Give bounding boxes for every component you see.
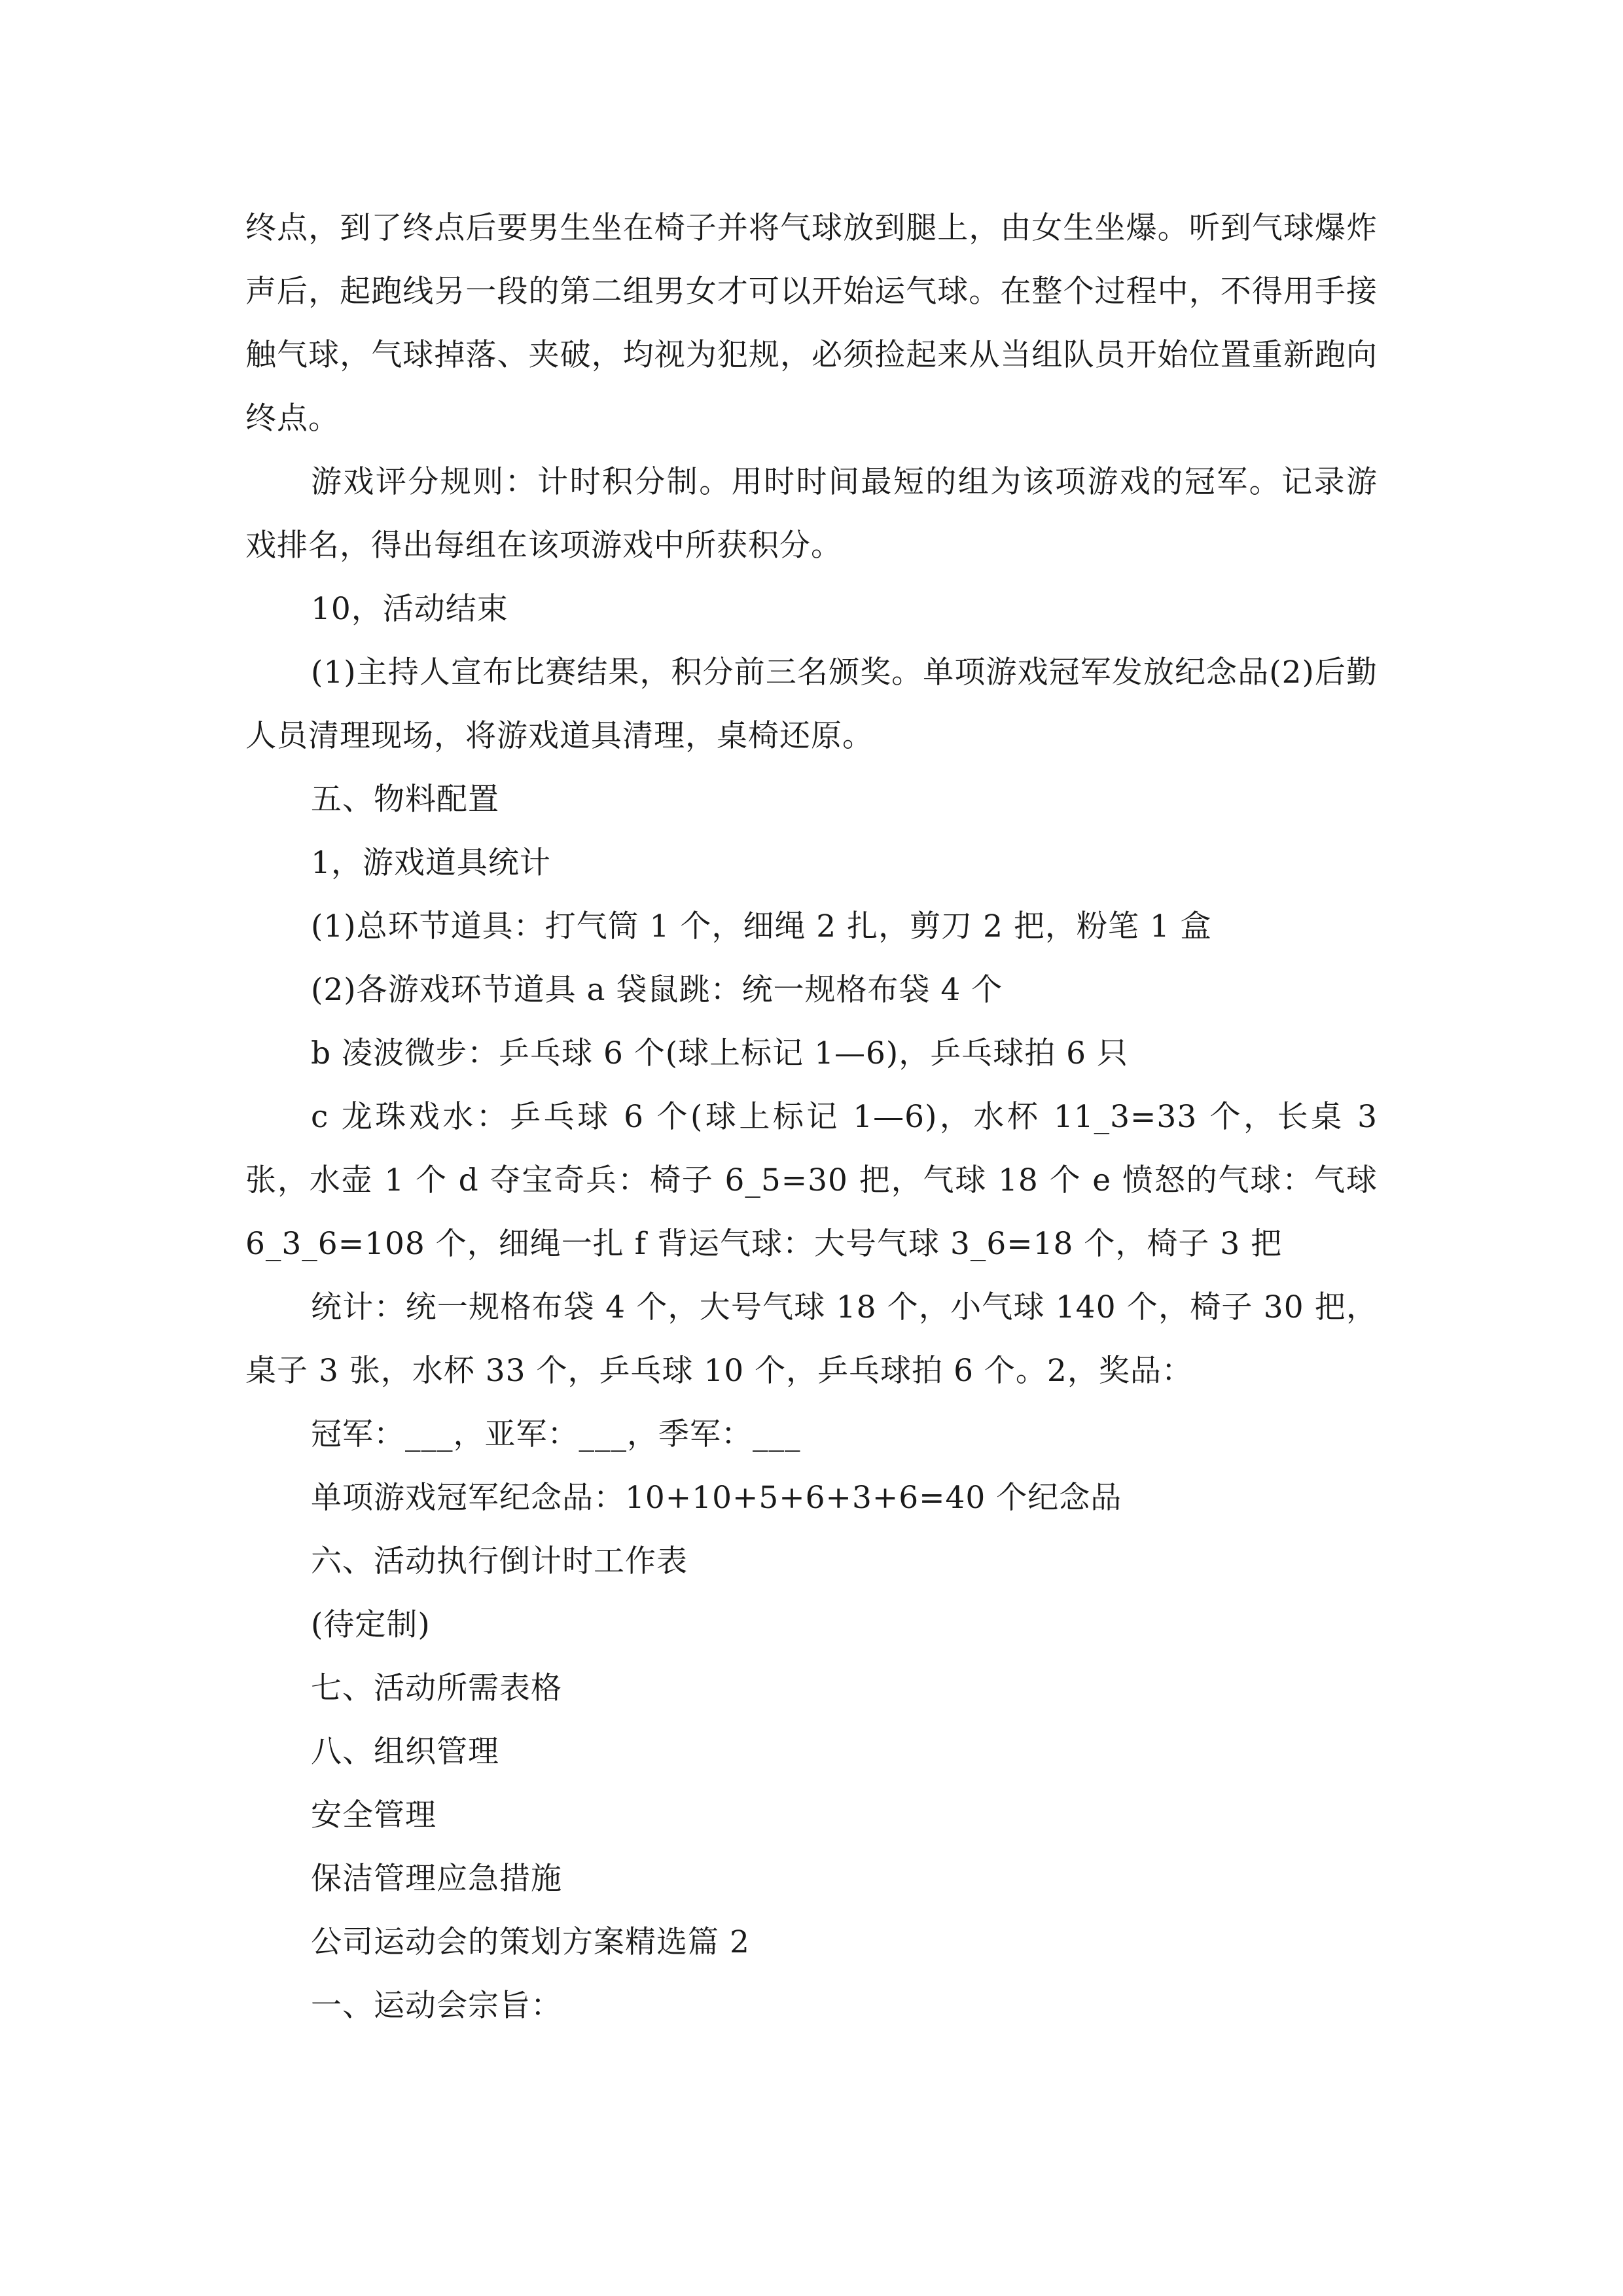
paragraph-game-props-c-f: c 龙珠戏水：乒乓球 6 个(球上标记 1—6)，水杯 11_3=33 个，长桌 3 张，水壶 1 个 d 夺宝奇兵：椅子 6_5=30 把，气球 18 个 e 愤怒的气球：气球 6_3_6=108 个，细绳一扎 f 背运气球：大号气球 3_6=18 个，椅子 3 把	[245, 1099, 1378, 1262]
heading-countdown: 六、活动执行倒计时工作表	[311, 1543, 688, 1579]
paragraph-safety: 安全管理	[311, 1797, 437, 1833]
paragraph-cleaning: 保洁管理应急措施	[311, 1861, 562, 1897]
heading-organization: 八、组织管理	[311, 1734, 499, 1770]
paragraph-scoring-rules: 游戏评分规则：计时积分制。用时时间最短的组为该项游戏的冠军。记录游戏排名，得出每组在该项游戏中所获积分。	[245, 464, 1378, 564]
document-body	[245, 196, 1378, 2037]
paragraph-continuation: 终点，到了终点后要男生坐在椅子并将气球放到腿上，由女生坐爆。听到气球爆炸声后，起跑线另一段的第二组男女才可以开始运气球。在整个过程中，不得用手接触气球，气球掉落、夹破，均视为犯规，必须捡起来从当组队员开始位置重新跑向终点。	[245, 210, 1378, 437]
heading-props-stats: 1，游戏道具统计	[311, 845, 551, 881]
paragraph-tbd: (待定制)	[311, 1607, 431, 1643]
paragraph-general-props: (1)总环节道具：打气筒 1 个，细绳 2 扎，剪刀 2 把，粉笔 1 盒	[311, 908, 1212, 944]
heading-part-2: 公司运动会的策划方案精选篇 2	[311, 1924, 750, 1960]
paragraph-award-cleanup: (1)主持人宣布比赛结果，积分前三名颁奖。单项游戏冠军发放纪念品(2)后勤人员清理现场，将游戏道具清理，桌椅还原。	[245, 655, 1378, 754]
paragraph-game-props-b: b 凌波微步：乒乓球 6 个(球上标记 1—6)，乒乓球拍 6 只	[311, 1035, 1129, 1071]
paragraph-prizes: 冠军：___，亚军：___，季军：___	[311, 1416, 801, 1452]
paragraph-souvenirs: 单项游戏冠军纪念品：10+10+5+6+3+6=40 个纪念品	[311, 1480, 1122, 1516]
heading-forms: 七、活动所需表格	[311, 1670, 562, 1706]
paragraph-totals: 统计：统一规格布袋 4 个，大号气球 18 个，小气球 140 个，椅子 30 把，桌子 3 张，水杯 33 个，乒乓球 10 个，乒乓球拍 6 个。2，奖品：	[245, 1289, 1378, 1389]
heading-purpose: 一、运动会宗旨：	[311, 1988, 562, 2024]
paragraph-game-props-a: (2)各游戏环节道具 a 袋鼠跳：统一规格布袋 4 个	[311, 972, 1003, 1008]
heading-activity-end: 10，活动结束	[311, 591, 508, 627]
heading-materials: 五、物料配置	[311, 781, 499, 817]
